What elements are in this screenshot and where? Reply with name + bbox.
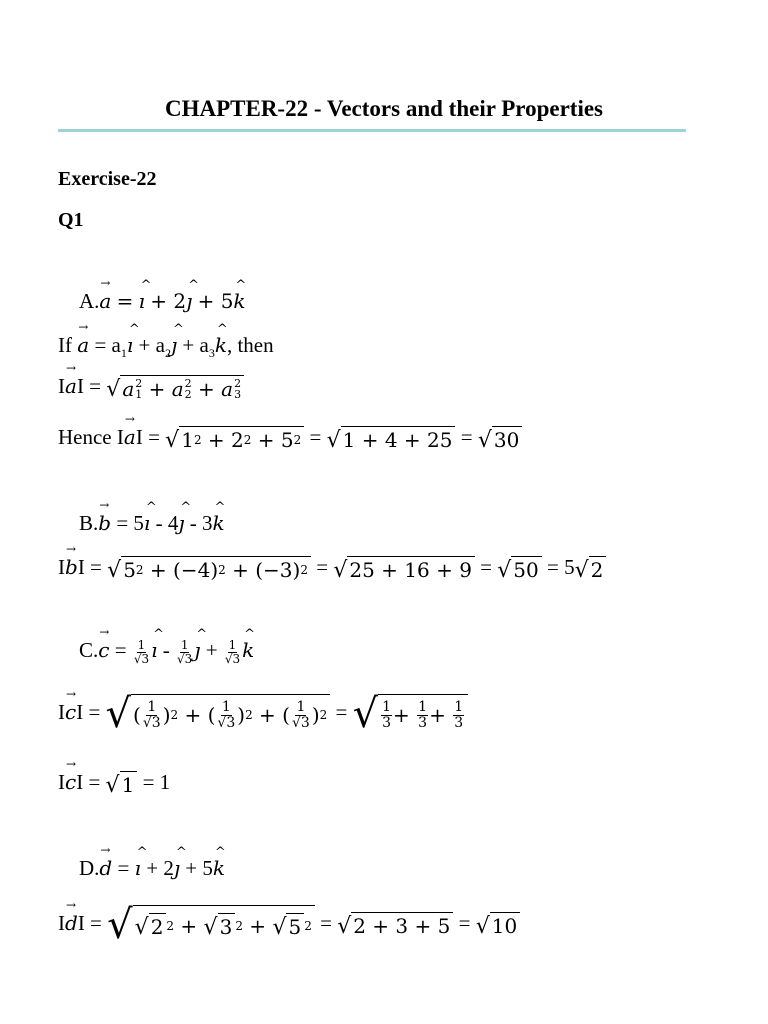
part-a-result: Hence Ia →I = √ 1 2 + 2 2 + 5 2 = √ 1 + 4 + 25 = √ 30 <box>58 425 522 452</box>
b-sqrt-value: 50 <box>511 556 541 582</box>
question-heading: Q1 <box>58 209 84 231</box>
exercise-heading: Exercise-22 <box>58 168 157 190</box>
d-sum-terms: 2 + 3 + 5 <box>351 912 453 938</box>
part-a-definition: A.a → = ı ^ + 2ȷ ^ + 5k ^ <box>79 289 246 314</box>
if-label: If <box>58 333 72 357</box>
c-result-value: 1 <box>159 770 171 794</box>
magnitude-formula: Ia →I = √ a 2 1 + a 2 2 + a 2 3 <box>58 374 244 401</box>
part-b-label: B. <box>79 511 99 535</box>
then-label: , then <box>226 333 274 357</box>
part-c-label: C. <box>79 638 99 662</box>
part-c-definition: C.c → = $\frac{1}{√3}$ ı ^ - $\frac{1}{√3}$ ȷ ^ + $\frac{1}{√3}$ k ^ <box>79 638 254 665</box>
part-d-definition: D.d → = ı ^ + 2ȷ ^ + 5k ^ <box>79 856 225 881</box>
part-a-label: A. <box>79 289 100 313</box>
a-result-value: 30 <box>492 426 522 452</box>
d-result-value: 10 <box>490 912 520 938</box>
b-result-root: 2 <box>589 556 607 582</box>
part-c-magnitude: Ic →I = √ ( $\frac{1}{√3}$ ) 2 + ( $\frac{1}{√3}$ ) 2 + ( $\frac{1}{√3}$ ) 2 = √ $\frac{1}{3}$ + $\frac{1}{3}$ + $\frac{1}{3}$ <box>58 694 468 734</box>
c-root-value: 1 <box>120 771 138 797</box>
part-c-result: Ic →I = √ 1 = 1 <box>58 770 170 797</box>
radical: √ a 2 1 + a 2 2 + a 2 3 <box>106 375 244 401</box>
part-b-definition: B.b → = 5ı ^ - 4ȷ ^ - 3k ^ <box>79 511 225 536</box>
part-b-result: Ib →I = √ 5 2 + (−4) 2 + (−3) 2 = √ 25 + 16 + 9 = √ 50 = 5 √ 2 <box>58 555 606 582</box>
part-d-label: D. <box>79 856 100 880</box>
b-sum-terms: 25 + 16 + 9 <box>347 556 475 582</box>
hence-label: Hence <box>58 425 112 449</box>
part-d-result: Id →I = √ √ 2 2 + √ 3 2 + √ 5 2 = √ 2 + 3 + 5 = √ 10 <box>58 905 520 945</box>
a-sum-terms: 1 + 4 + 25 <box>341 426 456 452</box>
general-form-line: If a → = $a_1ı$ ^ + $a_2ȷ$ ^ + $a_3k$ ^, then <box>58 333 274 361</box>
b-result-coeff: 5 <box>564 555 575 579</box>
page-title: CHAPTER-22 - Vectors and their Properties <box>164 96 604 121</box>
title-underline <box>58 129 686 132</box>
